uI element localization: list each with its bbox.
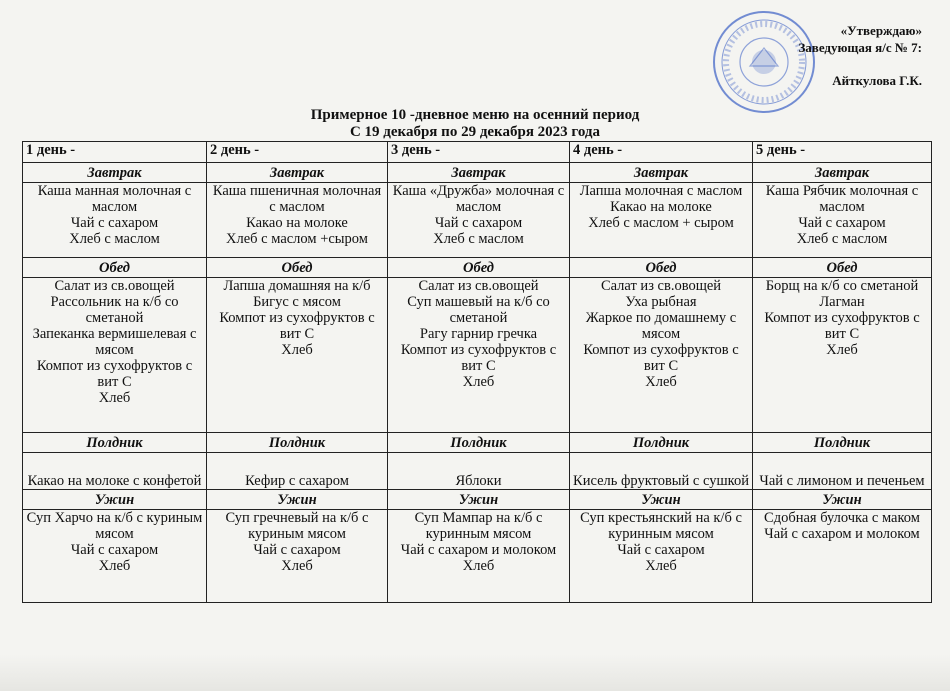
menu-cell [23,183,207,258]
dish-item: Хлеб [462,558,495,574]
day-header: 1 день - [23,142,207,163]
meal-label: Ужин [388,490,570,510]
dish-item: Чай с сахаром [798,215,886,231]
dish-item: Каша пшеничная молочная с маслом [212,183,382,215]
meal-label: Завтрак [570,163,753,183]
dish-item: Хлеб с маслом [796,231,888,247]
meal-items-row-breakfast [23,183,932,258]
meal-label: Полдник [570,433,753,453]
meal-label: Завтрак [753,163,932,183]
dish-item: Борщ на к/б со сметаной [765,278,919,294]
day-header-row [23,142,932,163]
dish-item: Хлеб с маслом [69,231,160,247]
approval-signer: Айткулова Г.К. [832,73,922,88]
dish-item: Запеканка вермишелевая с мясом [32,326,197,358]
dish-item: Суп гречневый на к/б с куриным мясом [225,510,369,542]
dish-item: Какао на молоке [246,215,348,231]
dish-item: Каша манная молочная с маслом [37,183,192,215]
menu-cell [207,510,388,603]
dish-item: Компот из сухофруктов с вит С [219,310,375,342]
dish-item: Сдобная булочка с маком [764,510,920,526]
title-main: Примерное 10 -дневное меню на осенний период [310,107,640,123]
meal-label-row-breakfast [23,163,932,183]
dish-item: Жаркое по домашнему с мясом [585,310,737,342]
menu-cell [23,453,207,490]
dish-item: Хлеб с маслом + сыром [588,215,734,231]
menu-table [22,141,932,603]
dish-item: Уха рыбная [625,294,697,310]
dish-item: Лапша молочная с маслом [579,183,743,199]
meal-items-row-supper [23,510,932,603]
dish-item: Хлеб с маслом +сыром [226,231,368,247]
meal-label: Ужин [570,490,753,510]
dish-item: Чай с сахаром [253,542,341,558]
day-header: 5 день - [753,142,932,163]
dish-item: Чай с сахаром и молоком [764,526,920,542]
meal-label-row-snack [23,433,932,453]
menu-cell [570,278,753,433]
dish-item: Чай с сахаром [70,542,159,558]
scan-edge [0,654,950,691]
meal-label: Обед [23,258,207,278]
dish-item: Хлеб [645,558,677,574]
approval-heading: «Утверждаю» [840,23,922,38]
meal-label: Завтрак [388,163,570,183]
menu-cell [388,510,570,603]
menu-cell [570,183,753,258]
dish-item: Кефир с сахаром [245,473,349,489]
dish-item: Какао на молоке с конфетой [27,473,202,489]
menu-cell [753,453,932,490]
menu-cell [207,278,388,433]
dish-item: Лагман [819,294,865,310]
meal-label: Полдник [23,433,207,453]
meal-label: Обед [753,258,932,278]
dish-item: Хлеб [281,342,313,358]
day-header: 3 день - [388,142,570,163]
day-header: 2 день - [207,142,388,163]
document-title [0,107,950,141]
menu-cell [388,453,570,490]
menu-cell [753,278,932,433]
approval-block [742,22,922,89]
dish-item: Суп машевый на к/б со сметаной [407,294,550,326]
meal-label: Завтрак [207,163,388,183]
meal-label: Полдник [388,433,570,453]
dish-item: Хлеб [98,558,131,574]
menu-cell [207,453,388,490]
dish-item: Салат из св.овощей [54,278,175,294]
dish-item: Яблоки [455,473,502,489]
approval-position: Заведующая я/с № 7: [798,40,922,55]
dish-item: Чай с лимоном и печеньем [759,473,925,489]
meal-label: Обед [570,258,753,278]
dish-item: Каша Рябчик молочная с маслом [765,183,919,215]
meal-label: Завтрак [23,163,207,183]
dish-item: Рагу гарнир гречка [419,326,538,342]
meal-label: Полдник [753,433,932,453]
dish-item: Компот из сухофруктов с вит С [36,358,193,390]
meal-label: Ужин [23,490,207,510]
meal-label: Полдник [207,433,388,453]
meal-items-row-lunch [23,278,932,433]
meal-label: Ужин [753,490,932,510]
dish-item: Компот из сухофруктов с вит С [583,342,739,374]
dish-item: Кисель фруктовый с сушкой [573,473,749,489]
dish-item: Хлеб [281,558,313,574]
meal-label: Обед [388,258,570,278]
meal-label-row-supper [23,490,932,510]
meal-label-row-lunch [23,258,932,278]
meal-label: Обед [207,258,388,278]
menu-cell [23,510,207,603]
dish-item: Какао на молоке [610,199,712,215]
dish-item: Каша «Дружба» молочная с маслом [392,183,565,215]
dish-item: Чай с сахаром [617,542,705,558]
menu-cell [570,510,753,603]
title-dates: С 19 декабря по 29 декабря 2023 года [349,124,601,140]
dish-item: Компот из сухофруктов с вит С [400,342,557,374]
menu-cell [753,183,932,258]
dish-item: Бигус с мясом [253,294,341,310]
dish-item: Хлеб [98,390,131,406]
menu-cell [207,183,388,258]
dish-item: Хлеб [462,374,495,390]
dish-item: Хлеб с маслом [433,231,524,247]
menu-cell [23,278,207,433]
dish-item: Чай с сахаром [70,215,159,231]
day-header: 4 день - [570,142,753,163]
dish-item: Суп крестьянский на к/б с куринным мясом [580,510,742,542]
menu-cell [753,510,932,603]
dish-item: Хлеб [826,342,858,358]
dish-item: Салат из св.овощей [600,278,722,294]
meal-items-row-snack [23,453,932,490]
dish-item: Суп Мампар на к/б с куринным мясом [414,510,543,542]
dish-item: Суп Харчо на к/б с куриным мясом [26,510,203,542]
dish-item: Лапша домашняя на к/б [223,278,371,294]
menu-cell [388,278,570,433]
dish-item: Чай с сахаром и молоком [400,542,557,558]
dish-item: Чай с сахаром [434,215,523,231]
meal-label: Ужин [207,490,388,510]
dish-item: Рассольник на к/б со сметаной [50,294,179,326]
menu-cell [388,183,570,258]
dish-item: Компот из сухофруктов с вит С [764,310,920,342]
dish-item: Салат из св.овощей [418,278,539,294]
menu-cell [570,453,753,490]
dish-item: Хлеб [645,374,677,390]
